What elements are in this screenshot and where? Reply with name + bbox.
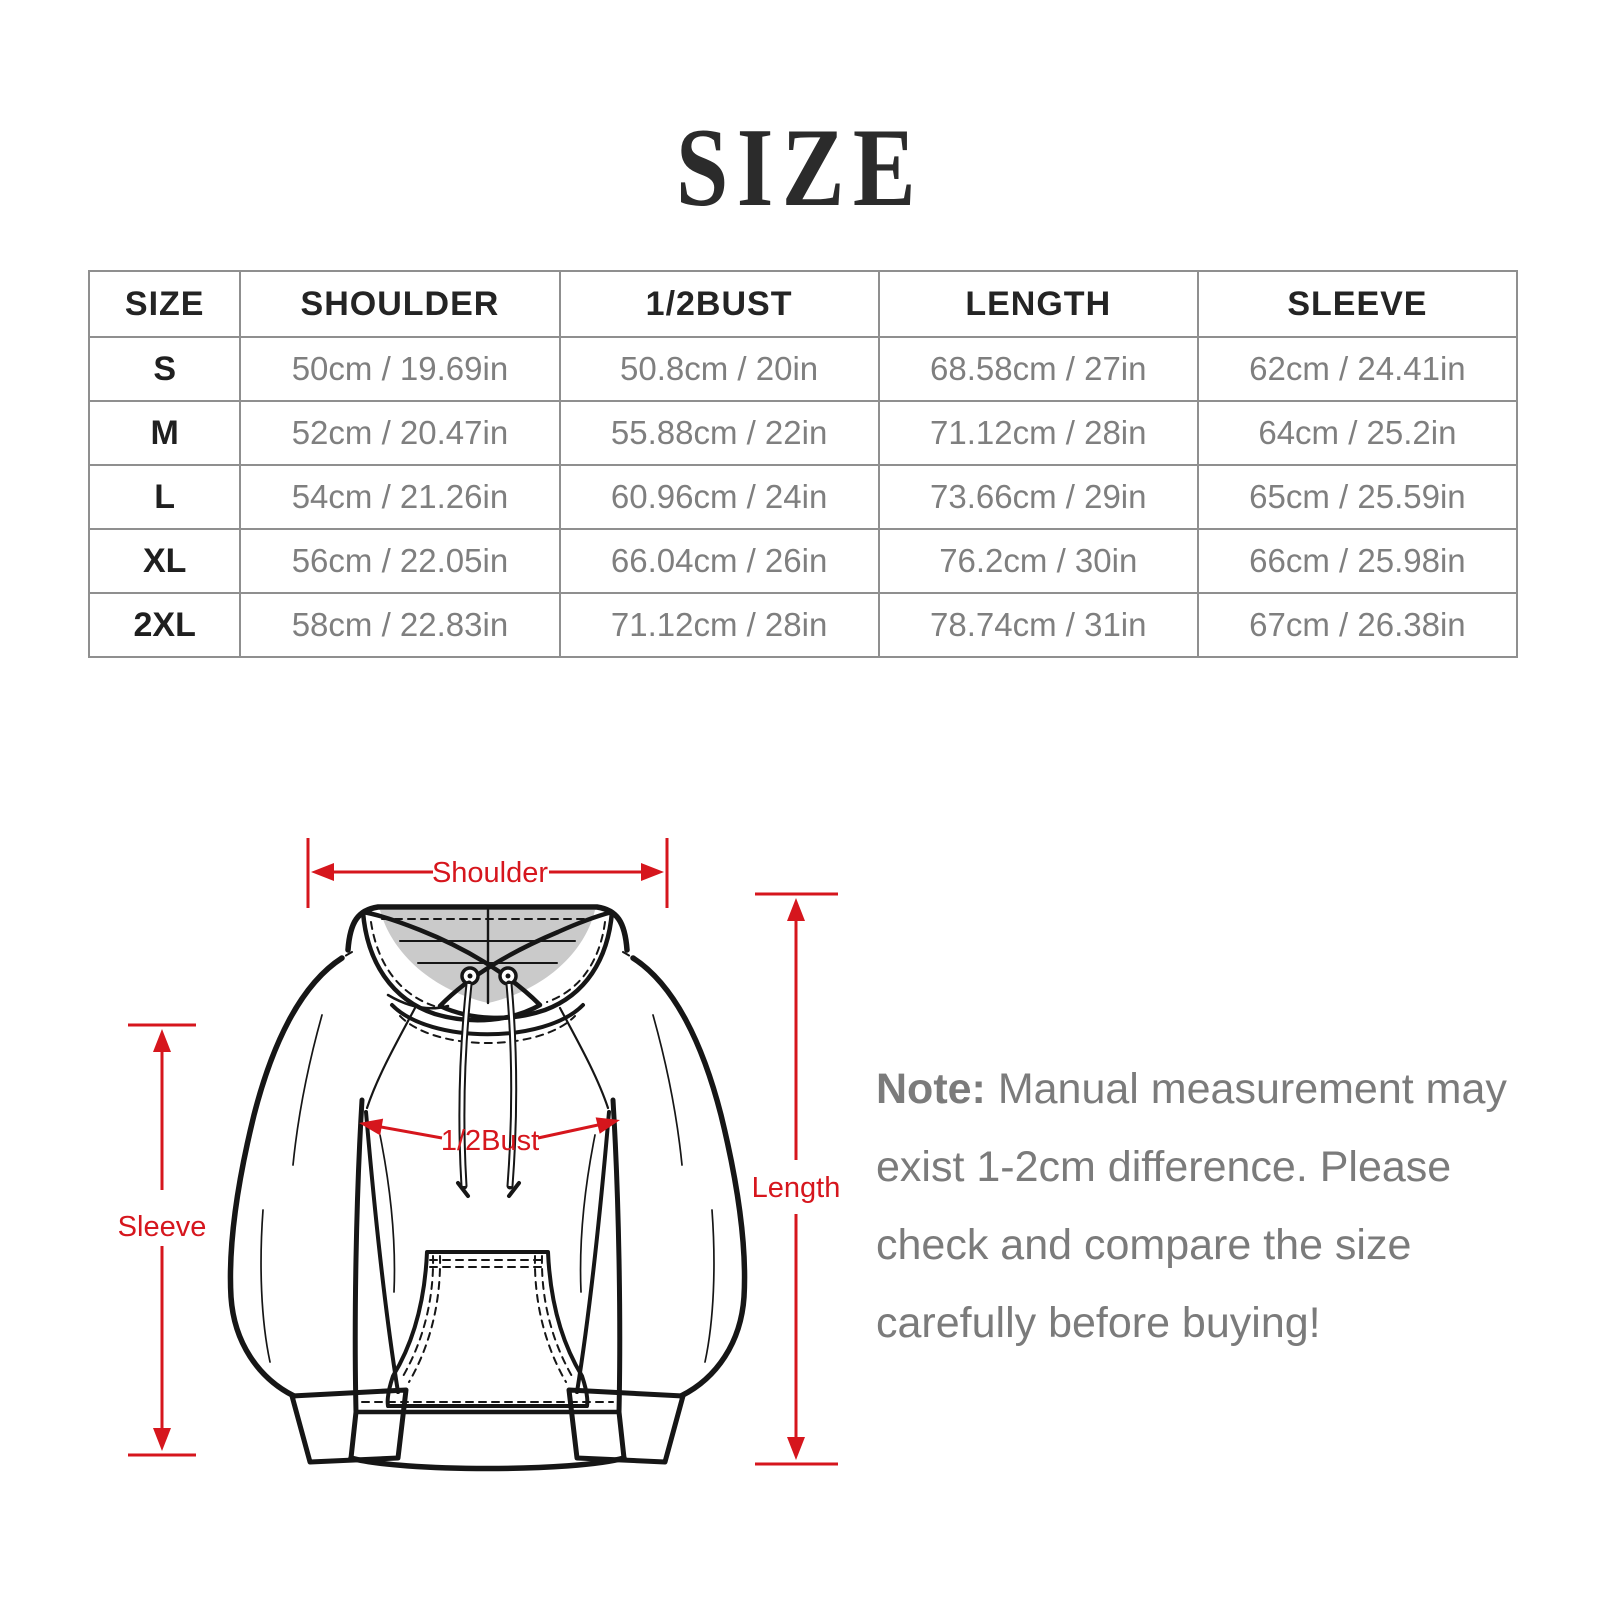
shoulder-dimension-label: Shoulder bbox=[431, 857, 549, 889]
header-shoulder: SHOULDER bbox=[240, 271, 559, 337]
sleeve-cell: 64cm / 25.2in bbox=[1198, 401, 1517, 465]
hoodie-line-art bbox=[230, 907, 744, 1469]
drawstring-left bbox=[458, 984, 469, 1196]
page-title: SIZE bbox=[675, 106, 925, 230]
size-cell: 2XL bbox=[89, 593, 240, 657]
bust-dimension bbox=[358, 1112, 623, 1157]
shoulder-cell: 52cm / 20.47in bbox=[240, 401, 559, 465]
header-sleeve: SLEEVE bbox=[1198, 271, 1517, 337]
length-cell: 78.74cm / 31in bbox=[879, 593, 1198, 657]
size-cell: M bbox=[89, 401, 240, 465]
note-line: carefully before buying! bbox=[876, 1299, 1321, 1347]
kangaroo-pocket bbox=[388, 1252, 588, 1406]
sleeve-dimension-label: Sleeve bbox=[117, 1211, 207, 1243]
sleeve-cell: 66cm / 25.98in bbox=[1198, 529, 1517, 593]
sleeve-cell: 65cm / 25.59in bbox=[1198, 465, 1517, 529]
size-cell: S bbox=[89, 337, 240, 401]
length-cell: 68.58cm / 27in bbox=[879, 337, 1198, 401]
length-cell: 76.2cm / 30in bbox=[879, 529, 1198, 593]
bust-cell: 60.96cm / 24in bbox=[560, 465, 879, 529]
header-length: LENGTH bbox=[879, 271, 1198, 337]
measurement-note bbox=[876, 1050, 1507, 1362]
note-line: exist 1-2cm difference. Please bbox=[876, 1143, 1452, 1191]
left-sleeve bbox=[230, 958, 406, 1462]
header-bust: 1/2BUST bbox=[560, 271, 879, 337]
note-line bbox=[876, 1050, 1507, 1128]
bust-cell: 50.8cm / 20in bbox=[560, 337, 879, 401]
header-size: SIZE bbox=[89, 271, 240, 337]
bust-cell: 66.04cm / 26in bbox=[560, 529, 879, 593]
size-cell: XL bbox=[89, 529, 240, 593]
note-label: Note: bbox=[876, 1065, 986, 1113]
length-dimension-label: Length bbox=[751, 1172, 841, 1204]
length-cell: 73.66cm / 29in bbox=[879, 465, 1198, 529]
bust-cell: 55.88cm / 22in bbox=[560, 401, 879, 465]
sleeve-cell: 67cm / 26.38in bbox=[1198, 593, 1517, 657]
length-dimension bbox=[752, 894, 841, 1464]
bust-cell: 71.12cm / 28in bbox=[560, 593, 879, 657]
right-sleeve bbox=[569, 958, 745, 1462]
shoulder-cell: 54cm / 21.26in bbox=[240, 465, 559, 529]
shoulder-cell: 56cm / 22.05in bbox=[240, 529, 559, 593]
sleeve-dimension bbox=[118, 1025, 207, 1455]
shoulder-cell: 50cm / 19.69in bbox=[240, 337, 559, 401]
length-cell: 71.12cm / 28in bbox=[879, 401, 1198, 465]
note-line: check and compare the size bbox=[876, 1221, 1412, 1269]
shoulder-dimension bbox=[308, 838, 667, 908]
shoulder-cell: 58cm / 22.83in bbox=[240, 593, 559, 657]
note-text: Manual measurement may bbox=[997, 1065, 1507, 1113]
sleeve-cell: 62cm / 24.41in bbox=[1198, 337, 1517, 401]
bust-dimension-label: 1/2Bust bbox=[440, 1125, 540, 1157]
size-cell: L bbox=[89, 465, 240, 529]
